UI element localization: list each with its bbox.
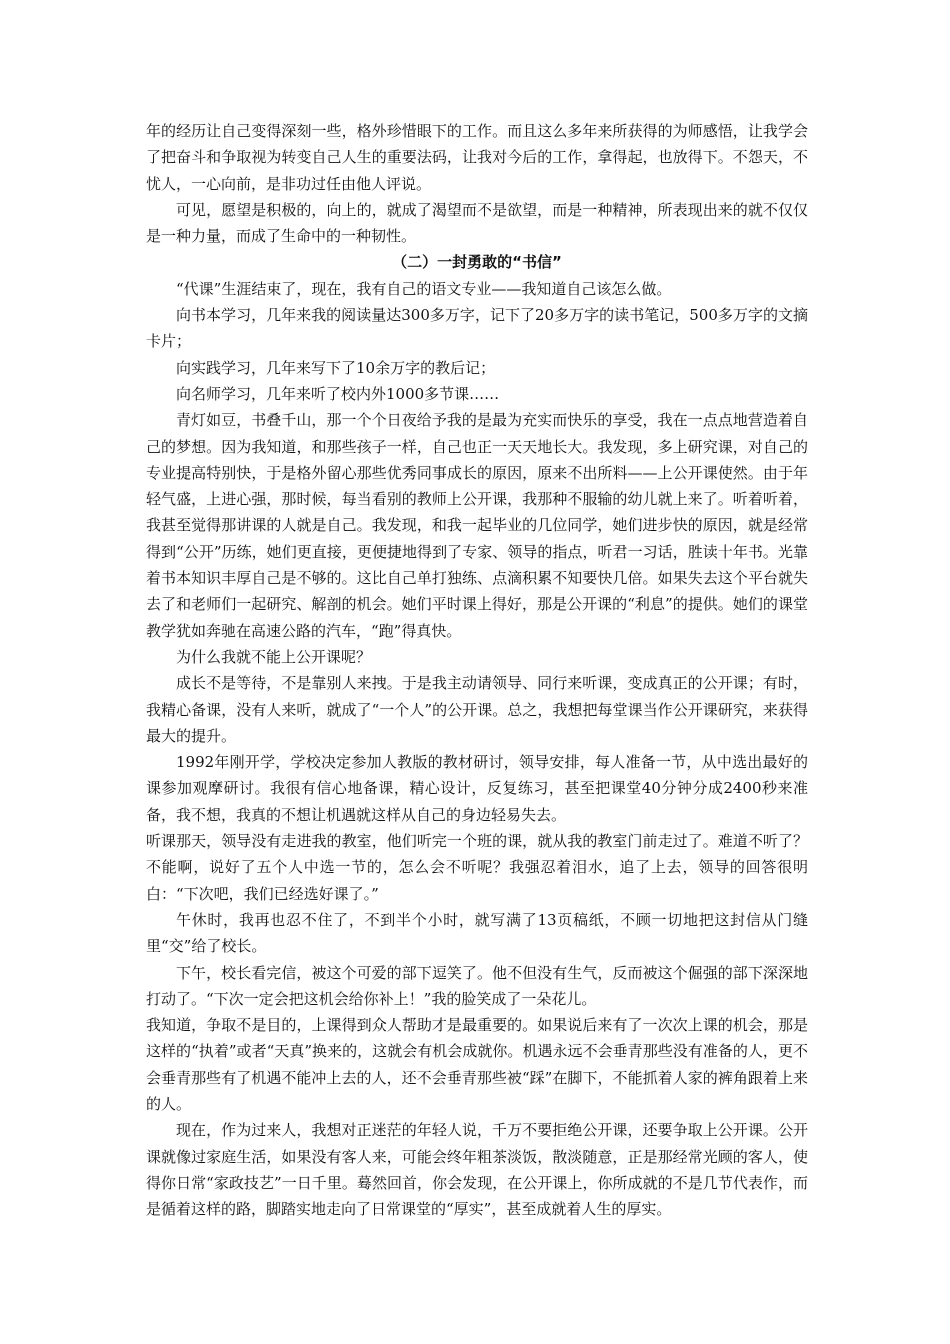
paragraph: 我知道，争取不是目的，上课得到众人帮助才是最重要的。如果说后来有了一次次上课的机会，那是这样的“执着”或者“天真”换来的，这就会有机会成就你。机遇永远不会垂青那些没有准备的人，更不会垂青那些有了机遇不能冲上去的人，还不会垂青那些被“踩”在脚下，不能抓着人家的裤角跟着上来的人。	[146, 1016, 808, 1113]
paragraph: 午休时，我再也忍不住了，不到半个小时，就写满了13页稿纸，不顾一切地把这封信从门缝里“交”给了校长。	[146, 910, 808, 956]
paragraph: 向书本学习，几年来我的阅读量达300多万字，记下了20多万字的读书笔记，500多万字的文摘卡片；	[146, 306, 808, 351]
paragraph: 可见，愿望是积极的，向上的，就成了渴望而不是欲望，而是一种精神，所表现出来的就不仅仅是一种力量，而成了生命中的一种韧性。	[146, 200, 808, 246]
paragraph: 下午，校长看完信，被这个可爱的部下逗笑了。他不但没有生气，反而被这个倔强的部下深深地打动了。“下次一定会把这机会给你补上！”我的脸笑成了一朵花儿。	[146, 963, 808, 1008]
paragraph: 为什么我就不能上公开课呢？	[176, 647, 372, 666]
paragraph: 年的经历让自己变得深刻一些，格外珍惜眼下的工作。而且这么多年来所获得的为师感悟，让我学会了把奋斗和争取视为转变自己人生的重要法码，让我对今后的工作，拿得起，也放得下。不怨天，不忧人，一心向前，是非功过任由他人评说。	[146, 122, 808, 193]
paragraph: 听课那天，领导没有走进我的教室，他们听完一个班的课，就从我的教室门前走过了。难道不听了？不能啊，说好了五个人中选一节的，怎么会不听呢？我强忍着泪水，追了上去，领导的回答很明白：“下次吧，我们已经选好课了。”	[146, 832, 808, 903]
paragraph: 青灯如豆，书叠千山，那一个个日夜给予我的是最为充实而快乐的享受，我在一点点地营造着自己的梦想。因为我知道，和那些孩子一样，自己也正一天天地长大。我发现，多上研究课，对自己的专业提高特别快，于是格外留心那些优秀同事成长的原因，原来不出所料——上公开课使然。由于年轻气盛，上进心强，那时候，每当看别的教师上公开课，我那种不服输的幼儿就上来了。听着听着，我甚至觉得那讲课的人就是自己。我发现，和我一起毕业的几位同学，她们进步快的原因，就是经常得到“公开”历练，她们更直接，更便捷地得到了专家、领导的指点，听君一习话，胜读十年书。光靠着书本知识丰厚自己是不够的。这比自己单打独练、点滴积累不知要快几倍。如果失去这个平台就失去了和老师们一起研究、解剖的机会。她们平时课上得好，那是公开课的“利息”的提供。她们的课堂教学犹如奔驰在高速公路的汽车，“跑”得真快。	[146, 411, 808, 640]
document-body	[146, 118, 808, 1222]
paragraph: 向实践学习，几年来写下了10余万字的教后记；	[176, 358, 496, 377]
paragraph: 成长不是等待，不是靠别人来拽。于是我主动请领导、同行来听课，变成真正的公开课；有时，我精心备课，没有人来听，就成了“一个人”的公开课。总之，我想把每堂课当作公开课研究，来获得最大的提升。	[146, 674, 808, 745]
paragraph: “代课”生涯结束了，现在，我有自己的语文专业——我知道自己该怎么做。	[176, 279, 672, 298]
paragraph: 向名师学习，几年来听了校内外1000多节课……	[176, 384, 500, 403]
paragraph: 现在，作为过来人，我想对正迷茫的年轻人说，千万不要拒绝公开课，还要争取上公开课。公开课就像过家庭生活，如果没有客人来，可能会终年粗茶淡饭，散淡随意，正是那经常光顾的客人，使得你日常“家政技艺”一日千里。蓦然回首，你会发现，在公开课上，你所成就的不是几节代表作，而是循着这样的路，脚踏实地走向了日常课堂的“厚实”，甚至成就着人生的厚实。	[146, 1121, 808, 1219]
paragraph: 1992年刚开学，学校决定参加人教版的教材研讨，领导安排，每人准备一节，从中选出最好的课参加观摩研讨。我很有信心地备课，精心设计，反复练习，甚至把课堂40分钟分成2400秒来准备，我不想，我真的不想让机遇就这样从自己的身边轻易失去。	[146, 753, 808, 824]
section-title: （二）一封勇敢的“书信”	[392, 253, 562, 272]
